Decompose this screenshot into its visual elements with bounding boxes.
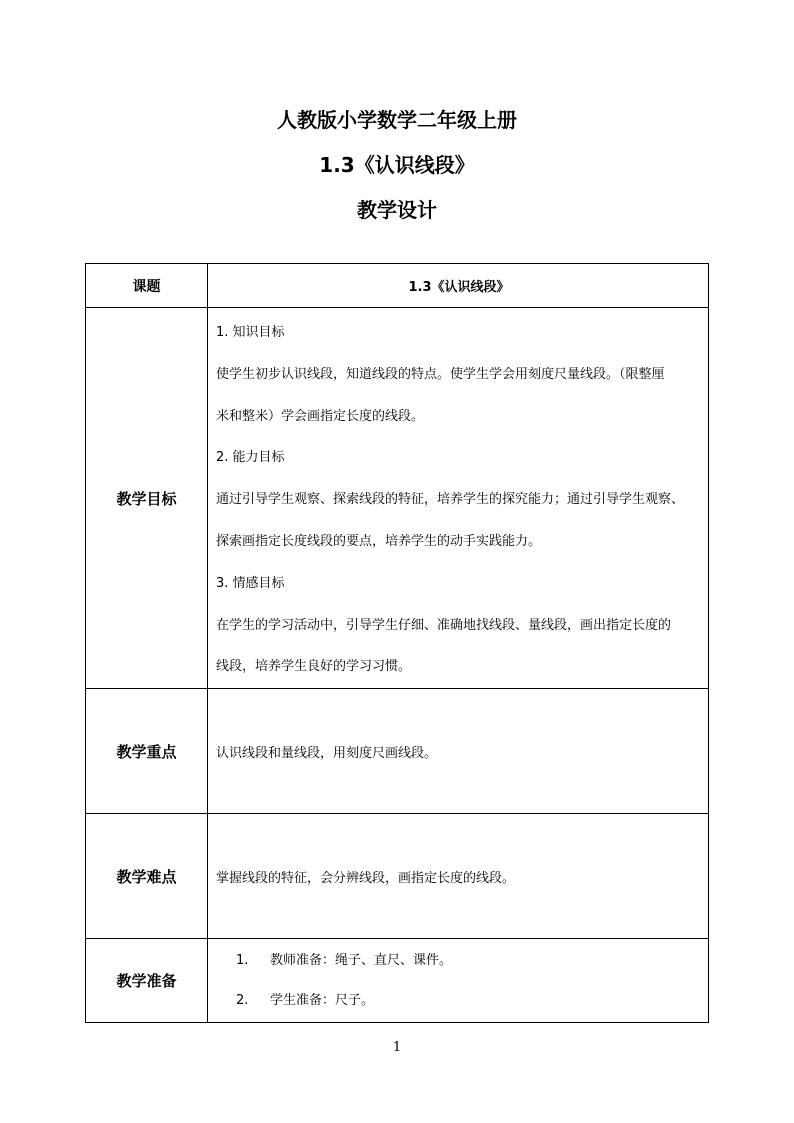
goal-line: 米和整米）学会画指定长度的线段。 xyxy=(216,408,425,424)
goal-line: 在学生的学习活动中，引导学生仔细、准确地找线段、量线段，画出指定长度的 xyxy=(216,617,672,633)
row-goals xyxy=(86,308,709,689)
title-textbook: 人教版小学数学二年级上册 xyxy=(277,108,517,132)
row-key-points xyxy=(86,689,709,814)
goal-line: 3. 情感目标 xyxy=(216,575,285,591)
prep-number: 1. xyxy=(236,952,249,968)
prep-text: 学生准备：尺子。 xyxy=(270,992,375,1008)
label-goals: 教学目标 xyxy=(86,308,208,689)
preparation-content xyxy=(208,939,709,1023)
title-design: 教学设计 xyxy=(357,198,437,222)
goal-line: 探索画指定长度线段的要点，培养学生的动手实践能力。 xyxy=(216,533,542,549)
prep-text: 教师准备：绳子、直尺、课件。 xyxy=(270,952,453,968)
row-course xyxy=(86,264,709,308)
row-difficulties xyxy=(86,814,709,939)
difficulties-content: 掌握线段的特征，会分辨线段，画指定长度的线段。 xyxy=(208,814,709,939)
goal-line: 线段，培养学生良好的学习习惯。 xyxy=(216,659,412,675)
lesson-plan-table xyxy=(85,263,709,1023)
label-difficulties: 教学难点 xyxy=(86,814,208,939)
label-key-points: 教学重点 xyxy=(86,689,208,814)
prep-number: 2. xyxy=(236,992,249,1008)
title-lesson: 1.3《认识线段》 xyxy=(319,153,475,177)
course-title: 1.3《认识线段》 xyxy=(208,264,709,308)
goal-line: 2. 能力目标 xyxy=(216,450,285,466)
label-course: 课题 xyxy=(86,264,208,308)
prep-item xyxy=(216,981,702,1021)
document-title xyxy=(0,102,794,237)
goal-line: 通过引导学生观察、探索线段的特征，培养学生的探究能力；通过引导学生观察、 xyxy=(216,492,685,508)
label-preparation: 教学准备 xyxy=(86,939,208,1023)
goal-line: 使学生初步认识线段，知道线段的特点。使学生学会用刻度尺量线段。（限整厘 xyxy=(216,366,665,382)
page-number: 1 xyxy=(392,1040,402,1055)
key-points-content: 认识线段和量线段，用刻度尺画线段。 xyxy=(208,689,709,814)
prep-item xyxy=(216,941,702,981)
goal-line: 1. 知识目标 xyxy=(216,325,285,340)
row-preparation xyxy=(86,939,709,1023)
goals-content xyxy=(208,308,709,689)
